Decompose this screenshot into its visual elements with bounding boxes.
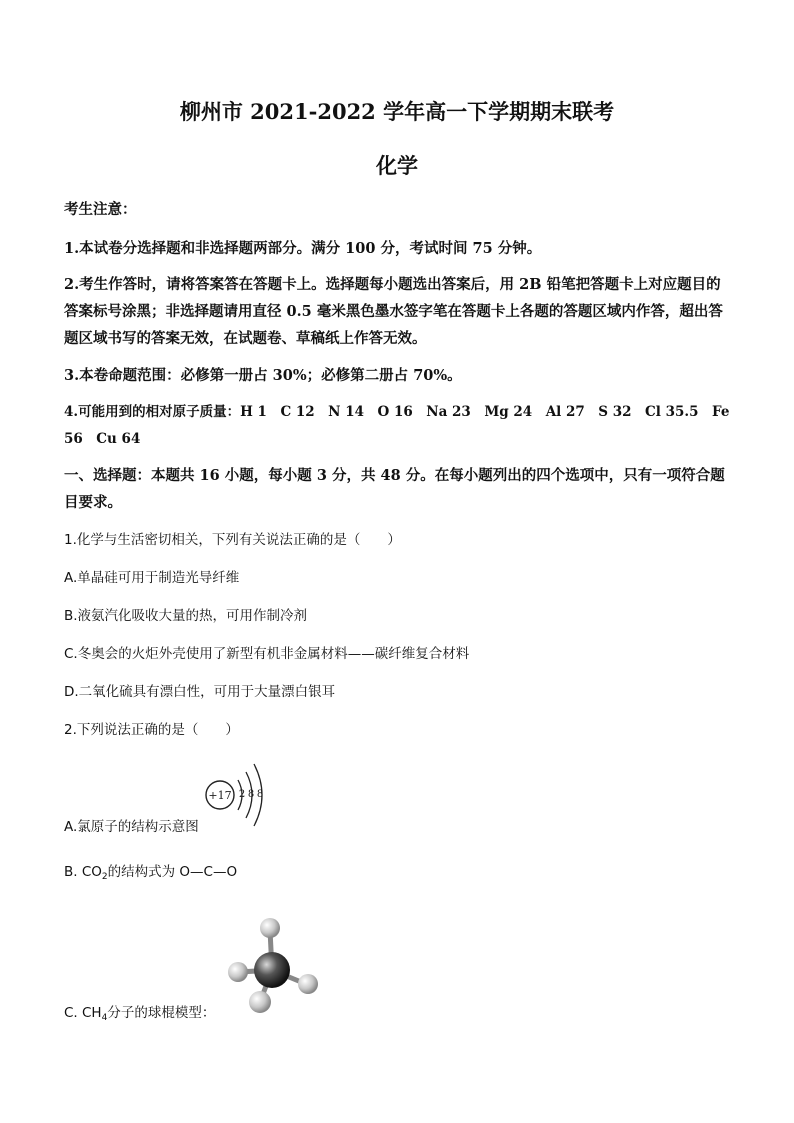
exam-title: 柳州市 2021-2022 学年高一下学期期末联考: [179, 99, 615, 124]
carbon-atom: [254, 952, 290, 988]
option-c-prefix: C. CH: [64, 1005, 102, 1021]
question-1-stem: 1.化学与生活密切相关，下列有关说法正确的是（ ）: [64, 532, 401, 548]
option-b-text: 的结构式为 O—C—O: [107, 864, 238, 880]
option-c-text: 分子的球棍模型：: [107, 1005, 216, 1021]
subject-title: 化学: [376, 153, 418, 178]
chlorine-atom-diagram: [200, 760, 280, 830]
hydrogen-atom-3: [298, 974, 318, 994]
section-heading: 一、选择题：本题共 16 小题，每小题 3 分，共 48 分。在每小题列出的四个选项中，只有一项符合题目要求。: [64, 467, 725, 511]
notice-item-3: 3.本卷命题范围：必修第一册占 30%；必修第二册占 70%。: [64, 367, 462, 384]
question-2-option-a: A.氯原子的结构示意图: [64, 819, 199, 835]
option-b-prefix: B. CO: [64, 864, 102, 880]
option-c-subscript: 4: [101, 1013, 108, 1023]
question-1-option-a: A.单晶硅可用于制造光导纤维: [64, 570, 240, 586]
question-2-option-c: [64, 1003, 215, 1028]
notice-heading: 考生注意：: [64, 201, 137, 218]
hydrogen-atom-1: [260, 918, 280, 938]
hydrogen-atom-4: [249, 991, 271, 1013]
shell-electrons-1: 2: [238, 789, 246, 800]
notice-item-2: 2.考生作答时，请将答案答在答题卡上。选择题每小题选出答案后，用 2B 铅笔把答题卡上对应题目的答案标号涂黑；非选择题请用直径 0.5 毫米黑色墨水签字笔在答题卡上各题的答题区域内作答，超出答题区域书写的答案无效，在试题卷、草稿纸上作答无效。: [64, 276, 723, 347]
notice-item-1: 1.本试卷分选择题和非选择题两部分。满分 100 分，考试时间 75 分钟。: [64, 240, 542, 257]
option-b-subscript: 2: [101, 872, 108, 882]
question-2-option-b: [64, 862, 237, 887]
notice-item-4: 4.可能用到的相对原子质量：H 1 C 12 N 14 O 16 Na 23 Mg 24 Al 27 S 32 Cl 35.5 Fe 56 Cu 64: [64, 404, 730, 447]
question-1-option-c: C.冬奥会的火炬外壳使用了新型有机非金属材料——碳纤维复合材料: [64, 646, 470, 662]
methane-ball-stick-model: [222, 912, 322, 1016]
nucleus-charge: +17: [208, 789, 232, 802]
question-1-option-b: B.液氨汽化吸收大量的热，可用作制冷剂: [64, 608, 308, 624]
question-1-option-d: D.二氧化硫具有漂白性，可用于大量漂白银耳: [64, 684, 336, 700]
question-2-stem: 2.下列说法正确的是（ ）: [64, 722, 239, 738]
shell-electrons-2: 8: [247, 789, 255, 800]
shell-electrons-3: 8: [256, 789, 264, 800]
hydrogen-atom-2: [228, 962, 248, 982]
